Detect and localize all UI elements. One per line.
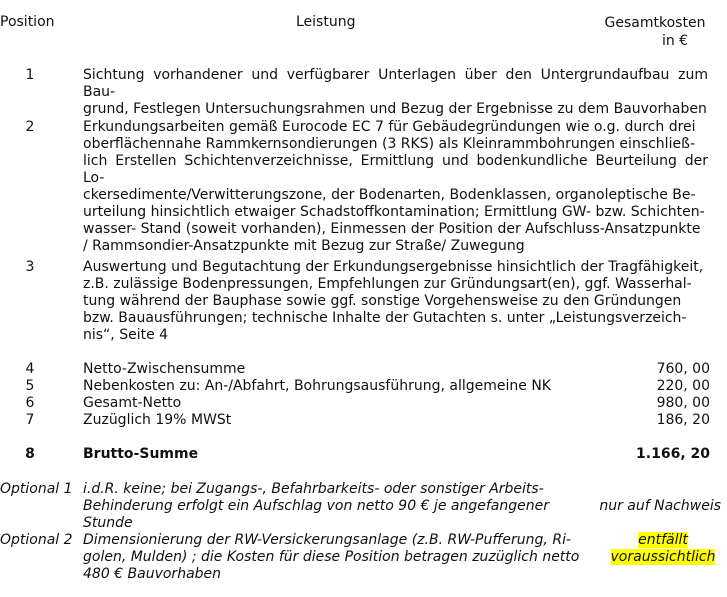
item-1-line: grund, Festlegen Untersuchungsrahmen und Bezug der Ergebnisse zu dem Bauvorhaben — [83, 101, 707, 117]
sum-7-pos: 7 — [25, 412, 35, 428]
sum-4-label: Netto-Zwischensumme — [83, 361, 246, 377]
item-3-line: nis“, Seite 4 — [83, 327, 169, 343]
optional-2-note-line1: entfällt — [638, 532, 688, 548]
item-2-line: ckersedimente/Verwitterungszone, der Bodenarten, Bodenklassen, organoleptische Be- — [83, 187, 696, 203]
item-1-text — [83, 67, 708, 118]
sum-6-amount: 980, 00 — [656, 395, 710, 411]
sum-6-pos: 6 — [25, 395, 35, 411]
optional-2-pos: Optional 2 — [0, 532, 73, 548]
item-2-text — [83, 119, 708, 255]
item-3-pos: 3 — [25, 259, 35, 275]
item-3-text — [83, 259, 708, 344]
optional-1-line: i.d.R. keine; bei Zugangs-, Befahrbarkeits- oder sonstiger Arbeits- — [83, 481, 544, 497]
header-kosten-line1: Gesamtkosten — [604, 15, 706, 31]
item-2-line: lich Erstellen Schichtenverzeichnisse, Ermittlung und bodenkundliche Beurteilung der Lo- — [83, 153, 708, 186]
optional-1-text — [83, 481, 593, 532]
optional-1-line: Behinderung erfolgt ein Aufschlag von netto 90 € je angefangener — [83, 498, 549, 514]
optional-1-note: nur auf Nachweis — [599, 498, 721, 514]
optional-1-line: Stunde — [83, 515, 133, 531]
optional-2-note — [604, 532, 722, 566]
item-3-line: tung während der Bauphase sowie ggf. sonstige Vorgehensweise zu den Gründungen — [83, 293, 682, 309]
item-3-line: bzw. Bauausführungen; technische Inhalte der Gutachten s. unter „Leistungsverzeich- — [83, 310, 687, 326]
item-2-pos: 2 — [25, 119, 35, 135]
item-2-line: / Rammsondier-Ansatzpunkte mit Bezug zur Straße/ Zuwegung — [83, 238, 525, 254]
sum-4-amount: 760, 00 — [656, 361, 710, 377]
total-label: Brutto-Summe — [83, 446, 199, 462]
total-pos: 8 — [25, 446, 35, 462]
item-3-line: Auswertung und Begutachtung der Erkundungsergebnisse hinsichtlich der Tragfähigkeit, — [83, 259, 704, 275]
optional-2-line: Dimensionierung der RW-Versickerungsanlage (z.B. RW-Pufferung, Ri- — [83, 532, 572, 548]
header-position: Position — [0, 14, 55, 30]
optional-2-text — [83, 532, 593, 583]
sum-7-amount: 186, 20 — [656, 412, 710, 428]
sum-5-label: Nebenkosten zu: An-/Abfahrt, Bohrungsausführung, allgemeine NK — [83, 378, 551, 394]
sum-5-pos: 5 — [25, 378, 35, 394]
header-leistung: Leistung — [296, 14, 356, 30]
total-amount: 1.166, 20 — [636, 446, 710, 462]
header-gesamtkosten — [590, 14, 720, 50]
sum-6-label: Gesamt-Netto — [83, 395, 182, 411]
sum-5-amount: 220, 00 — [656, 378, 710, 394]
header-kosten-line2: in € — [661, 33, 689, 49]
optional-2-line: 480 € Bauvorhaben — [83, 566, 222, 582]
item-3-line: z.B. zulässige Bodenpressungen, Empfehlungen zur Gründungsart(en), ggf. Wasserhal- — [83, 276, 692, 292]
optional-2-line: golen, Mulden) ; die Kosten für diese Position betragen zuzüglich netto — [83, 549, 580, 565]
item-2-line: Erkundungsarbeiten gemäß Eurocode EC 7 für Gebäudegründungen wie o.g. durch drei — [83, 119, 696, 135]
item-1-line: Sichtung vorhandener und verfügbarer Unterlagen über den Untergrundaufbau zum Bau- — [83, 67, 708, 100]
item-2-line: wasser- Stand (soweit vorhanden), Einmessen der Position der Aufschluss-Ansatzpunkte — [83, 221, 701, 237]
optional-1-pos: Optional 1 — [0, 481, 73, 497]
sum-7-label: Zuzüglich 19% MWSt — [83, 412, 232, 428]
item-1-pos: 1 — [25, 67, 35, 83]
item-2-line: oberflächennahe Rammkernsondierungen (3 RKS) als Kleinrammbohrungen einschließ- — [83, 136, 696, 152]
sum-4-pos: 4 — [25, 361, 35, 377]
optional-2-note-line2: voraussichtlich — [610, 549, 716, 565]
item-2-line: urteilung hinsichtlich etwaiger Schadstoffkontamination; Ermittlung GW- bzw. Schichten- — [83, 204, 705, 220]
